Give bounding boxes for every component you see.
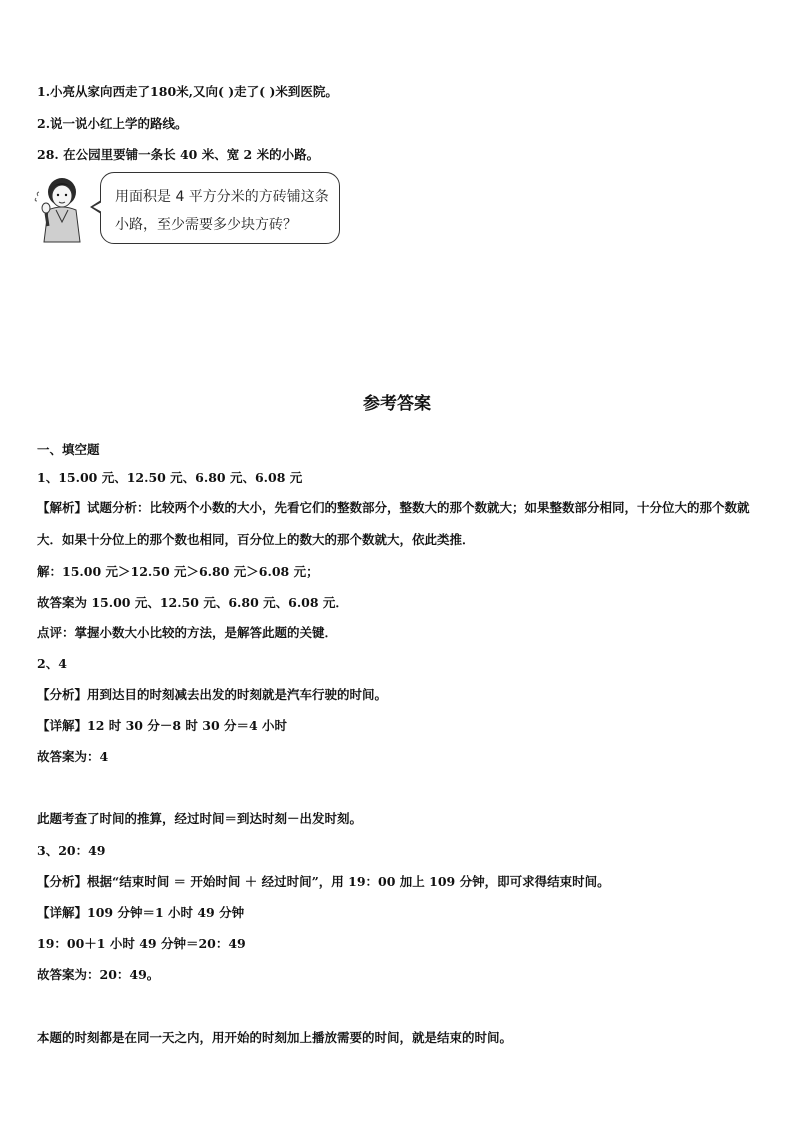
answer-title: 参考答案 [363, 394, 431, 414]
section-heading: 一、填空题 [37, 442, 100, 457]
answer-1-analysis: 【解析】试题分析：比较两个小数的大小，先看它们的整数部分，整数大的那个数就大；如果整数部分相同，十分位大的那个数就大．如果十分位上的那个数也相同，百分位上的数大的那个数就大，依此类推． [37, 500, 750, 547]
answer-3-analysis: 【分析】根据“结束时间 ＝ 开始时间 ＋ 经过时间”，用 19：00 加上 109 分钟，即可求得结束时间。 [37, 874, 610, 889]
answer-2-note: 此题考查了时间的推算，经过时间＝到达时刻－出发时刻。 [37, 811, 363, 826]
speech-bubble-line-2: 小路，至少需要多少块方砖？ [115, 217, 297, 233]
answer-3-note: 本题的时刻都是在同一天之内，用开始的时刻加上播放需要的时间，就是结束的时间。 [37, 1030, 513, 1045]
answer-2: 2、4 [37, 656, 67, 671]
answer-1: 1、15.00 元、12.50 元、6.80 元、6.08 元 [37, 470, 303, 485]
answer-3: 3、20：49 [37, 843, 106, 858]
answer-2-detail: 【详解】12 时 30 分－8 时 30 分＝4 小时 [37, 718, 288, 733]
question-1: 1.小亮从家向西走了180米,又向( )走了( )米到医院。 [37, 84, 338, 99]
answer-2-analysis: 【分析】用到达目的时刻减去出发的时刻就是汽车行驶的时间。 [37, 687, 388, 702]
question-2: 2.说一说小红上学的路线。 [37, 116, 188, 131]
answer-3-final: 故答案为：20：49。 [37, 967, 160, 982]
speech-bubble-line-1: 用面积是 4 平方分米的方砖铺这条 [115, 189, 329, 205]
answer-1-comment: 点评：掌握小数大小比较的方法，是解答此题的关键． [37, 625, 338, 640]
question-28: 28. 在公园里要铺一条长 40 米、宽 2 米的小路。 [37, 147, 320, 162]
answer-1-solution: 解：15.00 元＞12.50 元＞6.80 元＞6.08 元； [37, 564, 319, 579]
answer-1-final: 故答案为 15.00 元、12.50 元、6.80 元、6.08 元． [37, 595, 348, 610]
speech-bubble [100, 172, 340, 244]
girl-thinking-illustration [34, 174, 90, 244]
speech-bubble-tail-fill [93, 202, 102, 212]
answer-3-calc: 19：00＋1 小时 49 分钟＝20：49 [37, 936, 246, 951]
answer-2-final: 故答案为：4 [37, 749, 109, 764]
answer-3-detail: 【详解】109 分钟＝1 小时 49 分钟 [37, 905, 245, 920]
